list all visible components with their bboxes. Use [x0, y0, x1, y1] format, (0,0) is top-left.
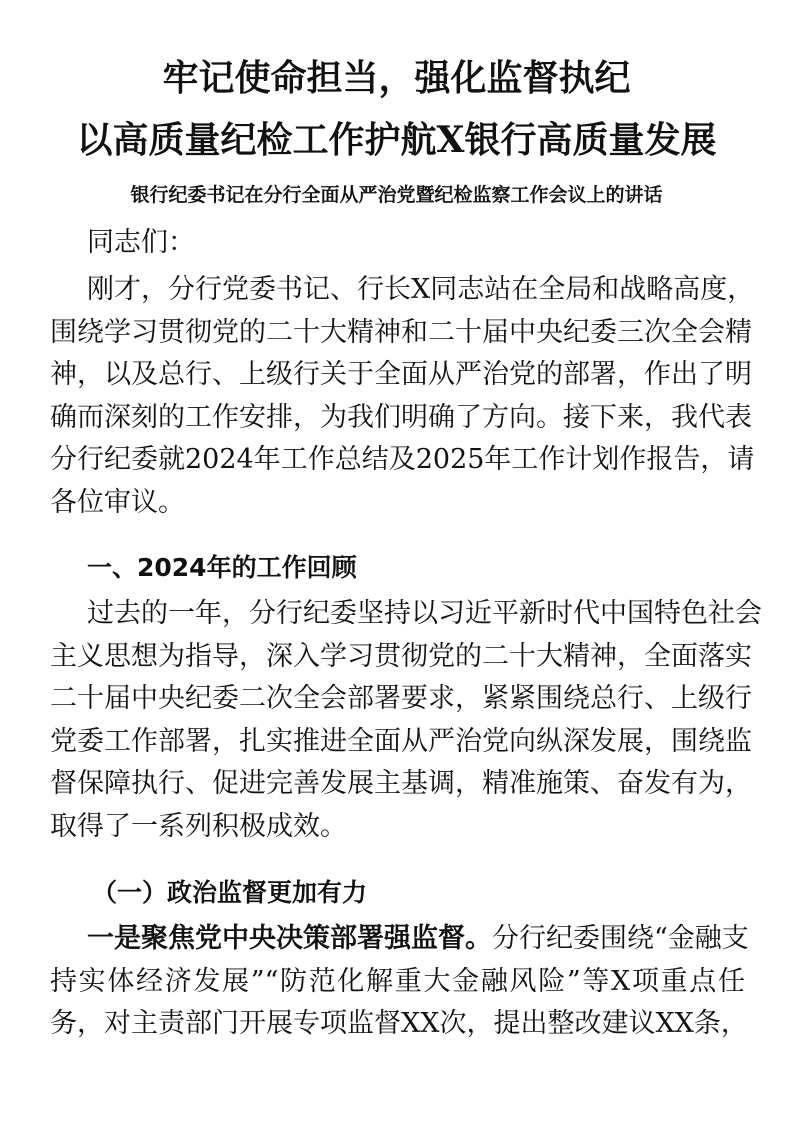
- paragraph-line: 神，以及总行、上级行关于全面从严治党的部署，作出了明: [50, 359, 752, 391]
- paragraph-line: 二十届中央纪委二次全会部署要求，紧紧围绕总行、上级行: [50, 683, 752, 715]
- document-title-line2: 以高质量纪检工作护航X银行高质量发展: [76, 119, 717, 161]
- subsection-heading: （一）政治监督更加有力: [92, 878, 368, 907]
- paragraph-line: 督保障执行、促进完善发展主基调，精准施策、奋发有为，: [50, 768, 752, 800]
- paragraph-political-supervision: [50, 918, 749, 1046]
- paragraph-text: 分行纪委围绕“金融支: [492, 923, 749, 954]
- paragraph-line: 过去的一年，分行纪委坚持以习近平新时代中国特色社会: [87, 598, 762, 629]
- salutation-block: [50, 222, 745, 265]
- paragraph-line: 各位审议。: [50, 486, 185, 518]
- document-title-line1: 牢记使命担当，强化监督执纪: [162, 57, 631, 99]
- paragraph-line: 党委工作部署，扎实推进全面从严治党向纵深发展，围绕监: [50, 725, 752, 757]
- paragraph-line: 确而深刻的工作安排，为我们明确了方向。接下来，我代表: [50, 401, 752, 433]
- section-heading: 一、2024年的工作回顾: [87, 553, 357, 582]
- bold-lead-phrase: 一是聚焦党中央决策部署强监督。: [87, 923, 492, 954]
- paragraph-line: 分行纪委就2024年工作总结及2025年工作计划作报告，请: [50, 444, 755, 476]
- paragraph-line: 刚才，分行党委书记、行长X同志站在全局和战略高度，: [87, 274, 755, 305]
- salutation: 同志们：: [87, 227, 195, 258]
- paragraph-intro: [50, 269, 755, 525]
- paragraph-line: 主义思想为指导，深入学习贯彻党的二十大精神，全面落实: [50, 640, 752, 672]
- paragraph-line: [50, 918, 749, 961]
- document-subtitle: 银行纪委书记在分行全面从严治党暨纪检监察工作会议上的讲话: [130, 184, 663, 206]
- paragraph-line: 务，对主责部门开展专项监督XX次，提出整改建议XX条，: [50, 1008, 748, 1040]
- paragraph-review: [50, 593, 762, 849]
- paragraph-line: 持实体经济发展”“防范化解重大金融风险”等X项重点任: [50, 965, 745, 997]
- paragraph-line: 围绕学习贯彻党的二十大精神和二十届中央纪委三次全会精: [50, 316, 752, 348]
- paragraph-line: 取得了一系列积极成效。: [50, 810, 347, 842]
